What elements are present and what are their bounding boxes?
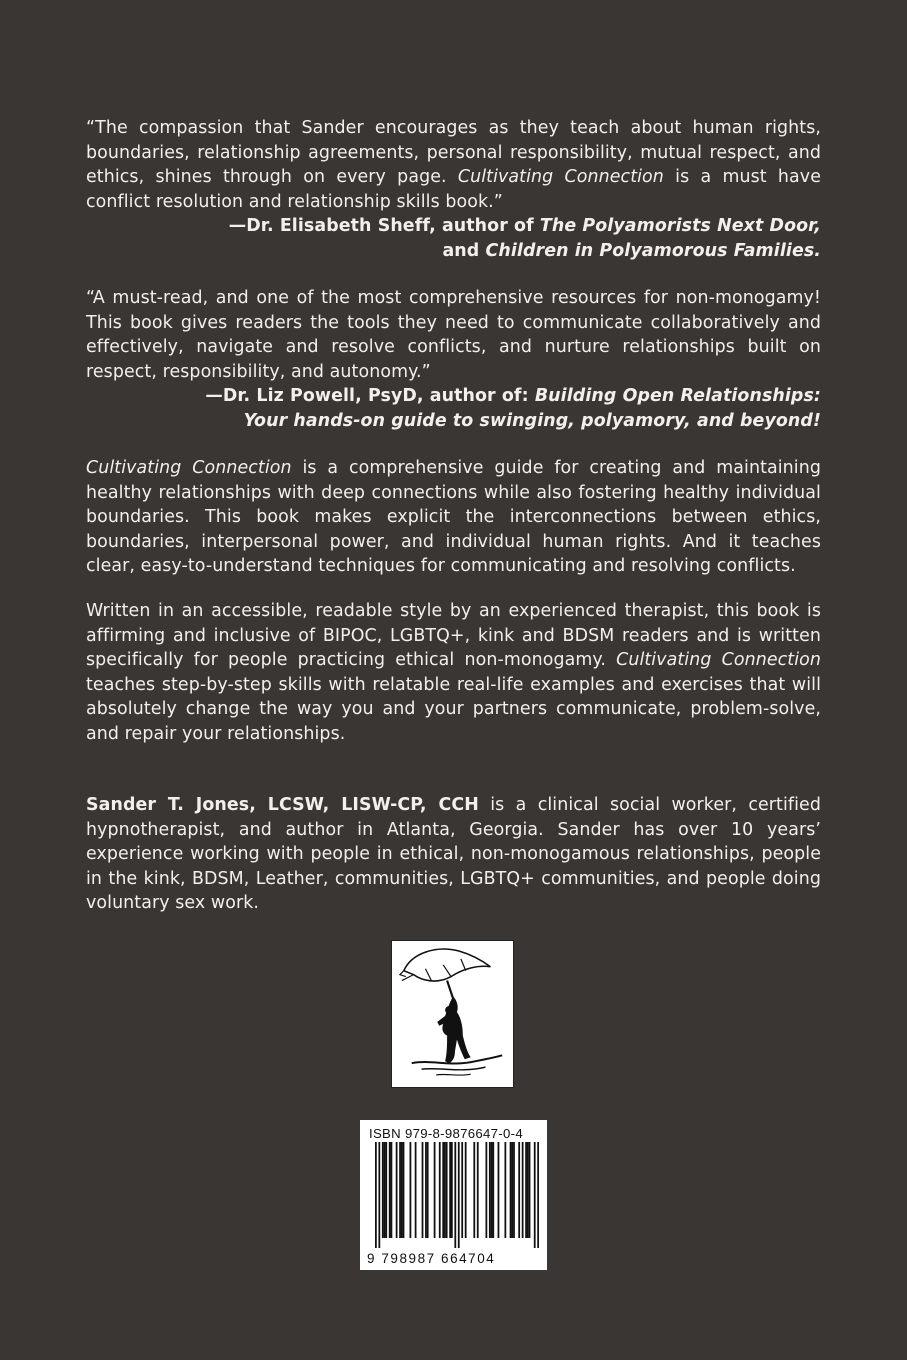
figure-with-umbrella-icon <box>392 941 513 1087</box>
description-paragraph-1: Cultivating Connection is a comprehensive guide for creating and maintaining healthy relationships with deep connections while also fostering healthy individual boundaries. This book makes explicit the interconnections between ethics, boundaries, interpersonal power, and individual human rights. And it teaches clear, easy-to-understand techniques for communicating and resolving conflicts. <box>86 458 822 577</box>
barcode-bar <box>382 1142 384 1238</box>
isbn-barcode <box>360 1120 547 1270</box>
quote-attribution-line2: Your hands-on guide to swinging, polyamory, and beyond! <box>243 410 821 431</box>
author-name: Sander T. Jones, LCSW, LISW-CP, CCH <box>86 795 479 815</box>
barcode-bar <box>389 1142 391 1238</box>
barcode-bar <box>451 1142 453 1238</box>
barcode-bar <box>527 1142 529 1238</box>
barcode-bar <box>513 1142 515 1238</box>
endorsement-quote-powell <box>86 286 821 434</box>
barcode-bar <box>465 1142 467 1238</box>
barcode-bar <box>384 1142 386 1238</box>
quote-text: “The compassion that Sander encourages as they teach about human rights, boundaries, relationship agreements, personal responsibility, mutual respect, and ethics, shines through on every page. Cultivating Connection is a must have conflict resolution and relationship skills book.” <box>86 118 821 212</box>
author-bio: Sander T. Jones, LCSW, LISW-CP, CCH is a clinical social worker, certified hypnotherapist, and author in Atlanta, Georgia. Sander has over 10 years’ experience working with people in ethical, non-monogamous relationships, people in the kink, BDSM, Leather, communities, LGBTQ+ communities, and people doing voluntary sex work. <box>86 795 821 914</box>
barcode-bar <box>454 1142 456 1248</box>
barcode-bar <box>477 1142 479 1238</box>
barcode-bar <box>378 1142 380 1248</box>
barcode-bar <box>439 1142 441 1238</box>
barcode-bars <box>375 1142 539 1248</box>
isbn-label: ISBN 979-8-9876647-0-4 <box>369 1126 523 1141</box>
barcode-bar <box>446 1142 448 1238</box>
barcode-bar <box>427 1142 429 1238</box>
barcode-bar <box>442 1142 444 1238</box>
barcode-bar <box>461 1142 463 1238</box>
book-title: Cultivating Connection <box>457 167 664 188</box>
barcode-bar <box>522 1142 524 1238</box>
barcode-bar <box>491 1142 493 1238</box>
endorsement-quote-sheff <box>86 116 821 264</box>
barcode-bar <box>458 1142 460 1248</box>
barcode-bar <box>410 1142 412 1238</box>
barcode-bar <box>403 1142 405 1238</box>
barcode-bar <box>425 1142 427 1238</box>
barcode-bar <box>444 1142 446 1238</box>
barcode-bar <box>391 1142 393 1238</box>
quote-attribution-line2: and Children in Polyamorous Families. <box>442 240 821 261</box>
barcode-bar <box>492 1142 494 1238</box>
barcode-bar <box>525 1142 527 1238</box>
barcode-bar <box>415 1142 417 1238</box>
barcode-number: 9 798987 664704 <box>367 1251 540 1266</box>
barcode-bar <box>375 1142 377 1248</box>
barcode-bar <box>473 1142 475 1238</box>
barcode-bar <box>511 1142 513 1238</box>
barcode-bar <box>510 1142 512 1238</box>
barcode-bar <box>529 1142 531 1238</box>
barcode-bar <box>485 1142 487 1238</box>
barcode-bar <box>504 1142 506 1238</box>
barcode-bar <box>422 1142 424 1238</box>
quote-attribution: —Dr. Liz Powell, PsyD, author of: Building Open Relationships: <box>205 386 821 407</box>
barcode-bar <box>537 1142 539 1248</box>
quote-text: “A must-read, and one of the most comprehensive resources for non-monogamy! This book gives readers the tools they need to communicate collaboratively and effectively, navigate and resolve conflicts, and nurture relationships built on respect, responsibility, and autonomy.” <box>86 288 821 382</box>
quote-attribution: —Dr. Elisabeth Sheff, author of The Polyamorists Next Door, <box>228 216 821 237</box>
description-paragraph-2: Written in an accessible, readable style by an experienced therapist, this book is affirming and inclusive of BIPOC, LGBTQ+, kink and BDSM readers and is written specifically for people practicing ethical non-monogamy. Cultivating Connection teaches step-by-step skills with relatable real-life examples and exercises that will absolutely change the way you and your partners communicate, problem-solve, and repair your relationships. <box>86 601 821 744</box>
book-title: Cultivating Connection <box>86 458 292 478</box>
barcode-bar <box>401 1142 403 1238</box>
barcode-bar <box>399 1142 401 1238</box>
barcode-bar <box>489 1142 491 1238</box>
barcode-bar <box>434 1142 436 1238</box>
barcode-bar <box>396 1142 398 1238</box>
barcode-bar <box>498 1142 500 1238</box>
barcode-bar <box>449 1142 451 1238</box>
publisher-logo <box>391 940 514 1088</box>
barcode-bar <box>518 1142 520 1238</box>
book-title: Cultivating Connection <box>616 650 821 671</box>
barcode-bar <box>385 1142 387 1238</box>
barcode-bar <box>534 1142 536 1248</box>
